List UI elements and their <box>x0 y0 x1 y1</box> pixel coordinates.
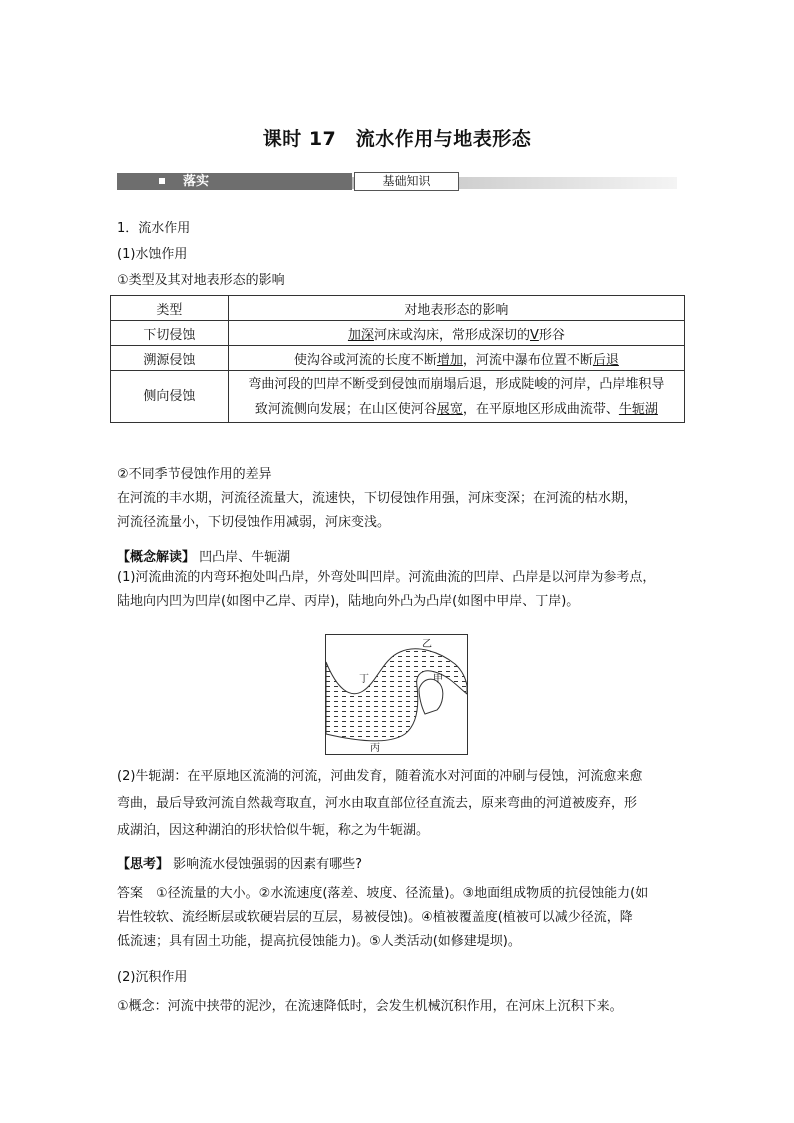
table-cell-effect: 加深河床或沟床，常形成深切的V形谷 <box>228 321 684 346</box>
concept-title: 凹凸岸、牛轭湖 <box>199 550 291 565</box>
subheading-deposition: (2)沉积作用 <box>117 970 188 985</box>
table-cell-type: 溯源侵蚀 <box>111 346 229 371</box>
banner-bar <box>117 173 352 190</box>
erosion-table <box>110 295 685 423</box>
concept-heading <box>117 546 290 565</box>
banner-subtitle: 基础知识 <box>354 172 459 191</box>
deposition-concept: ①概念：河流中挟带的泥沙，在流速降低时，会发生机械沉积作用，在河床上沉积下来。 <box>117 999 623 1014</box>
table-row <box>111 371 685 423</box>
table-cell-type: 下切侵蚀 <box>111 321 229 346</box>
banner-section-label: 落实 <box>183 174 210 189</box>
think-tag: 【思考】 <box>117 857 170 872</box>
page-title: 课时 17 流水作用与地表形态 <box>262 128 532 150</box>
meander-figure <box>325 634 468 755</box>
concept-tag: 【概念解读】 <box>117 550 196 565</box>
table-cell-effect: 弯曲河段的凹岸不断受到侵蚀而崩塌后退，形成陡峻的河岸，凸岸堆积导 致河流侧向发展；在山区使河谷展宽，在平原地区形成曲流带、牛轭湖 <box>228 371 684 423</box>
heading-flow-action: 1．流水作用 <box>117 221 191 236</box>
square-bullet-icon <box>159 178 165 184</box>
table-header-type: 类型 <box>111 296 229 321</box>
subheading-erosion: (1)水蚀作用 <box>117 247 188 262</box>
seasonal-paragraph: 在河流的丰水期，河流径流量大，流速快，下切侵蚀作用强，河床变深；在河流的枯水期， 河流径流量小，下切侵蚀作用减弱，河床变浅。 <box>117 491 638 530</box>
concept-paragraph: (1)河流曲流的内弯环抱处叫凸岸，外弯处叫凹岸。河流曲流的凹岸、凸岸是以河岸为参考点， 陆地向内凹为凹岸(如图中乙岸、丙岸)，陆地向外凸为凸岸(如图中甲岸、丁岸)。 <box>117 570 656 609</box>
label-ding: 丁 <box>359 674 369 685</box>
table-row <box>111 346 685 371</box>
subheading-seasonal: ②不同季节侵蚀作用的差异 <box>117 467 272 482</box>
think-question: 影响流水侵蚀强弱的因素有哪些? <box>173 857 363 872</box>
table-header-effect: 对地表形态的影响 <box>228 296 684 321</box>
answer-paragraph: 答案 ①径流量的大小。②水流速度(落差、坡度、径流量)。③地面组成物质的抗侵蚀能力(如 岩性较软、流经断层或软硬岩层的互层，易被侵蚀)。④植被覆盖度(植被可以减少径流，降 低流速；具有固土功能，提高抗侵蚀能力)。⑤人类活动(如修建堤坝)。 <box>117 886 649 949</box>
subheading-erosion-types: ①类型及其对地表形态的影响 <box>117 273 285 288</box>
label-bing: 丙 <box>370 743 380 754</box>
section-banner <box>117 173 677 193</box>
label-jia: 甲 <box>433 674 443 685</box>
table-cell-effect: 使沟谷或河流的长度不断增加，河流中瀑布位置不断后退 <box>228 346 684 371</box>
table-header-row <box>111 296 685 321</box>
table-row <box>111 321 685 346</box>
think-heading <box>117 853 362 872</box>
table-cell-type: 侧向侵蚀 <box>111 371 229 423</box>
answer-label: 答案 <box>117 886 144 901</box>
oxbow-paragraph: (2)牛轭湖：在平原地区流淌的河流，河曲发育，随着流水对河面的冲刷与侵蚀，河流愈来愈 弯曲，最后导致河流自然裁弯取直，河水由取直部位径直流去，原来弯曲的河道被废弃，形 成湖泊，因这种湖泊的形状恰似牛轭，称之为牛轭湖。 <box>117 769 643 838</box>
label-yi: 乙 <box>422 639 432 650</box>
